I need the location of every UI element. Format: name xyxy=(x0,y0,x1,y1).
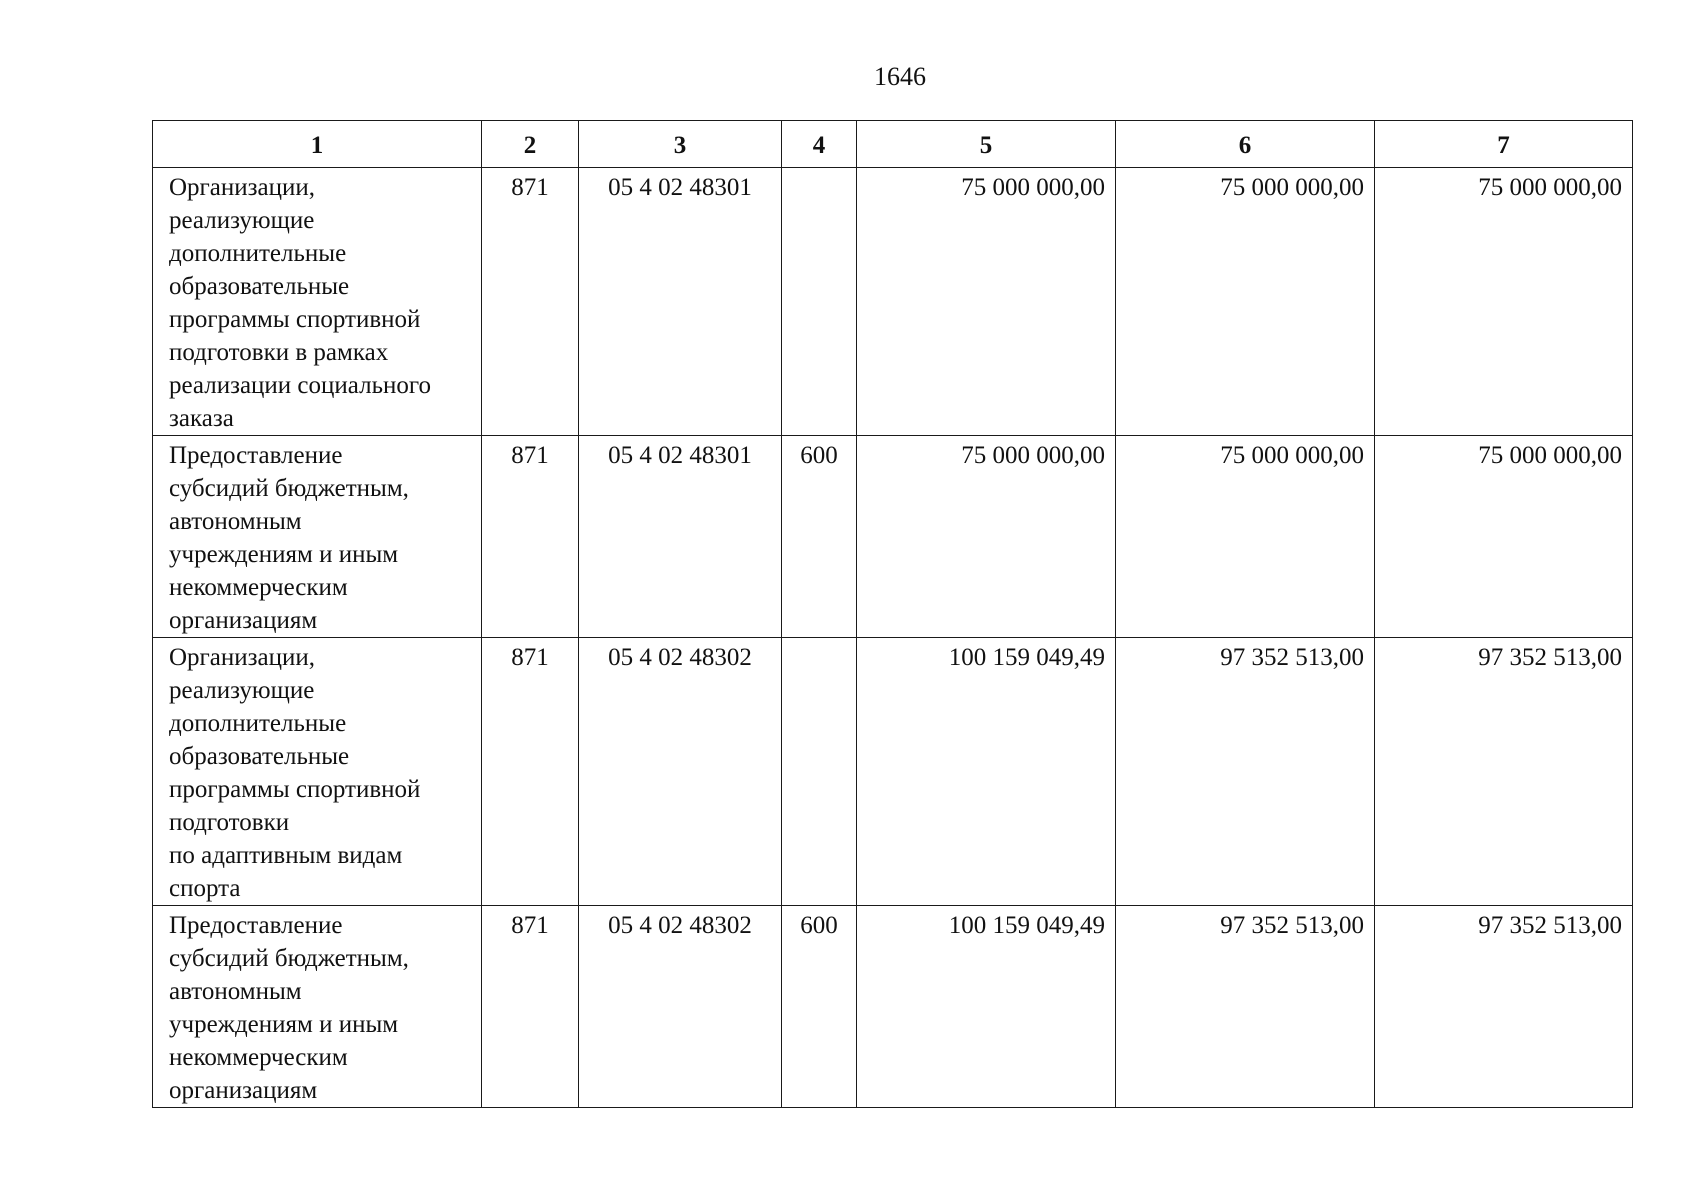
row-name xyxy=(153,436,482,638)
row-sum-3: 97 352 513,00 xyxy=(1375,906,1633,1108)
name-line: программы спортивной xyxy=(169,306,421,333)
column-header-2: 2 xyxy=(482,121,579,168)
row-code: 871 xyxy=(482,638,579,906)
row-target-article: 05 4 02 48301 xyxy=(579,436,782,638)
row-code: 871 xyxy=(482,168,579,436)
name-line: реализации социального xyxy=(169,372,431,399)
name-line: образовательные xyxy=(169,743,350,770)
name-line: Предоставление xyxy=(169,442,343,469)
name-line: образовательные xyxy=(169,273,350,300)
name-line: учреждениям и иным xyxy=(169,1011,399,1038)
name-line: заказа xyxy=(169,405,234,432)
column-header-7: 7 xyxy=(1375,121,1633,168)
row-expense-type: 600 xyxy=(782,906,857,1108)
row-sum-2: 97 352 513,00 xyxy=(1116,638,1375,906)
row-expense-type: 600 xyxy=(782,436,857,638)
row-sum-2: 97 352 513,00 xyxy=(1116,906,1375,1108)
column-header-1: 1 xyxy=(153,121,482,168)
name-line: дополнительные xyxy=(169,240,347,267)
row-sum-1: 75 000 000,00 xyxy=(857,436,1116,638)
name-line: некоммерческим xyxy=(169,1044,348,1071)
name-line: Организации, xyxy=(169,174,316,201)
row-name xyxy=(153,168,482,436)
name-line: подготовки xyxy=(169,809,290,836)
name-line: учреждениям и иным xyxy=(169,541,399,568)
row-target-article: 05 4 02 48301 xyxy=(579,168,782,436)
row-code: 871 xyxy=(482,906,579,1108)
name-line: субсидий бюджетным, xyxy=(169,945,409,972)
row-sum-1: 100 159 049,49 xyxy=(857,906,1116,1108)
row-sum-2: 75 000 000,00 xyxy=(1116,436,1375,638)
name-line: подготовки в рамках xyxy=(169,339,389,366)
row-name xyxy=(153,638,482,906)
table-row xyxy=(153,906,1633,1108)
row-target-article: 05 4 02 48302 xyxy=(579,906,782,1108)
name-line: Организации, xyxy=(169,644,316,671)
row-sum-3: 75 000 000,00 xyxy=(1375,168,1633,436)
row-target-article: 05 4 02 48302 xyxy=(579,638,782,906)
row-expense-type xyxy=(782,168,857,436)
row-sum-1: 100 159 049,49 xyxy=(857,638,1116,906)
column-header-6: 6 xyxy=(1116,121,1375,168)
budget-table xyxy=(152,120,1633,1108)
name-line: автономным xyxy=(169,978,302,1005)
name-line: Предоставление xyxy=(169,912,343,939)
name-line: автономным xyxy=(169,508,302,535)
name-line: субсидий бюджетным, xyxy=(169,475,409,502)
table-row xyxy=(153,638,1633,906)
row-expense-type xyxy=(782,638,857,906)
header-row xyxy=(153,121,1633,168)
name-line: спорта xyxy=(169,875,241,902)
column-header-4: 4 xyxy=(782,121,857,168)
row-sum-1: 75 000 000,00 xyxy=(857,168,1116,436)
name-line: организациям xyxy=(169,607,318,634)
name-line: организациям xyxy=(169,1077,318,1104)
name-line: по адаптивным видам xyxy=(169,842,403,869)
name-line: программы спортивной xyxy=(169,776,421,803)
column-header-5: 5 xyxy=(857,121,1116,168)
row-sum-2: 75 000 000,00 xyxy=(1116,168,1375,436)
name-line: реализующие xyxy=(169,677,315,704)
row-code: 871 xyxy=(482,436,579,638)
row-name xyxy=(153,906,482,1108)
table-row xyxy=(153,436,1633,638)
name-line: некоммерческим xyxy=(169,574,348,601)
column-header-3: 3 xyxy=(579,121,782,168)
name-line: реализующие xyxy=(169,207,315,234)
name-line: дополнительные xyxy=(169,710,347,737)
row-sum-3: 97 352 513,00 xyxy=(1375,638,1633,906)
table-row xyxy=(153,168,1633,436)
row-sum-3: 75 000 000,00 xyxy=(1375,436,1633,638)
page-number: 1646 xyxy=(874,62,926,91)
